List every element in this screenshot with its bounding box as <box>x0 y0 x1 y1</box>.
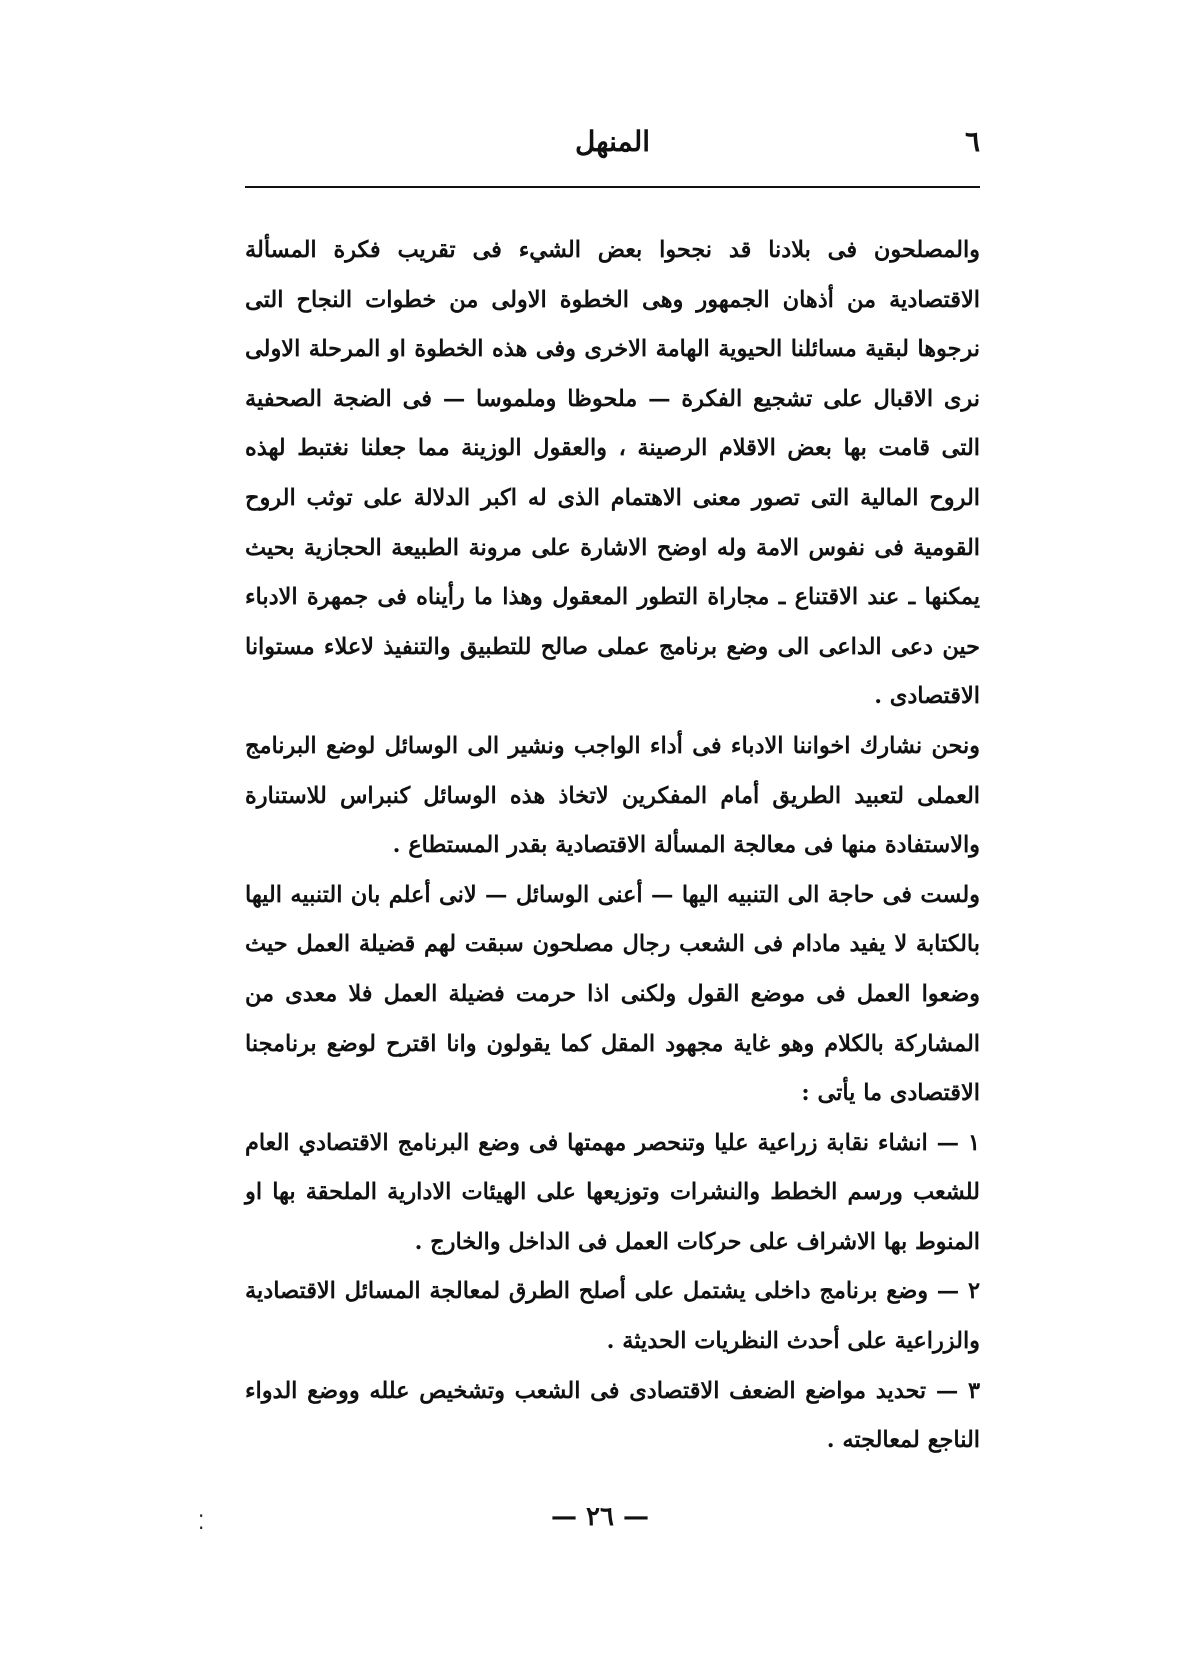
list-item-3: ٣ — تحديد مواضع الضعف الاقتصادى فى الشعب وتشخيص علله ووضع الدواء الناجع لمعالجته . <box>245 1377 980 1454</box>
list-item-2: ٢ — وضع برنامج داخلى يشتمل على أصلح الطرق لمعالجة المسائل الاقتصادية والزراعية على أحدث النظريات الحديثة . <box>245 1278 980 1355</box>
header-page-number: ٦ <box>964 125 980 158</box>
header-rule <box>245 186 980 188</box>
page-footer-number: — ٢٦ — <box>550 1502 650 1532</box>
page-header <box>245 125 980 165</box>
scan-speck: ⁚ <box>198 1510 205 1534</box>
paragraph-participation: ونحن نشارك اخواننا الادباء فى أداء الواجب ونشير الى الوسائل لوضع البرنامج العملى لتعبيد الطريق أمام المفكرين لاتخاذ هذه الوسائل كنبراس للاستنارة والاستفادة منها فى معالجة المسألة الاقتصادية بقدر المستطاع . <box>245 732 980 859</box>
list-item-1: ١ — انشاء نقابة زراعية عليا وتنحصر مهمتها فى وضع البرنامج الاقتصادي العام للشعب ورسم الخطط والنشرات وتوزيعها على الهيئات الادارية الملحقة بها او المنوط بها الاشراف على حركات العمل فى الداخل والخارج . <box>245 1129 980 1255</box>
paragraph-proposal: ولست فى حاجة الى التنبيه اليها — أعنى الوسائل — لانى أعلم بان التنبيه اليها بالكتابة لا يفيد مادام فى الشعب رجال مصلحون سبقت لهم قضيلة العمل حيث وضعوا العمل فى موضع القول ولكنى اذا حرمت فضيلة العمل فلا معدى من المشاركة بالكلام وهو غاية مجهود المقل كما يقولون وانا اقترح لوضع برنامجنا الاقتصادى ما يأتى : <box>245 881 980 1107</box>
paragraph-intro: والمصلحون فى بلادنا قد نجحوا بعض الشيء فى تقريب فكرة المسألة الاقتصادية من أذهان الجمهور وهى الخطوة الاولى من خطوات النجاح التى نرجوها لبقية مسائلنا الحيوية الهامة الاخرى وفى هذه الخطوة او المرحلة الاولى نرى الاقبال على تشجيع الفكرة — ملحوظا وملموسا — فى الضجة الصحفية التى قامت بها بعض الاقلام الرصينة ، والعقول الوزينة مما جعلنا نغتبط لهذه الروح المالية التى تصور معنى الاهتمام الذى له اكبر الدلالة على توثب الروح القومية فى نفوس الامة وله اوضح الاشارة على مرونة الطبيعة الحجازية بحيث يمكنها ـ عند الاقتناع ـ مجاراة التطور المعقول وهذا ما رأيناه فى جمهرة الادباء حين دعى الداعى الى وضع برنامج عملى صالح للتطبيق والتنفيذ لاعلاء مستوانا الاقتصادى . <box>245 237 980 710</box>
journal-title: المنهل <box>574 125 651 158</box>
article-body <box>245 226 980 1466</box>
